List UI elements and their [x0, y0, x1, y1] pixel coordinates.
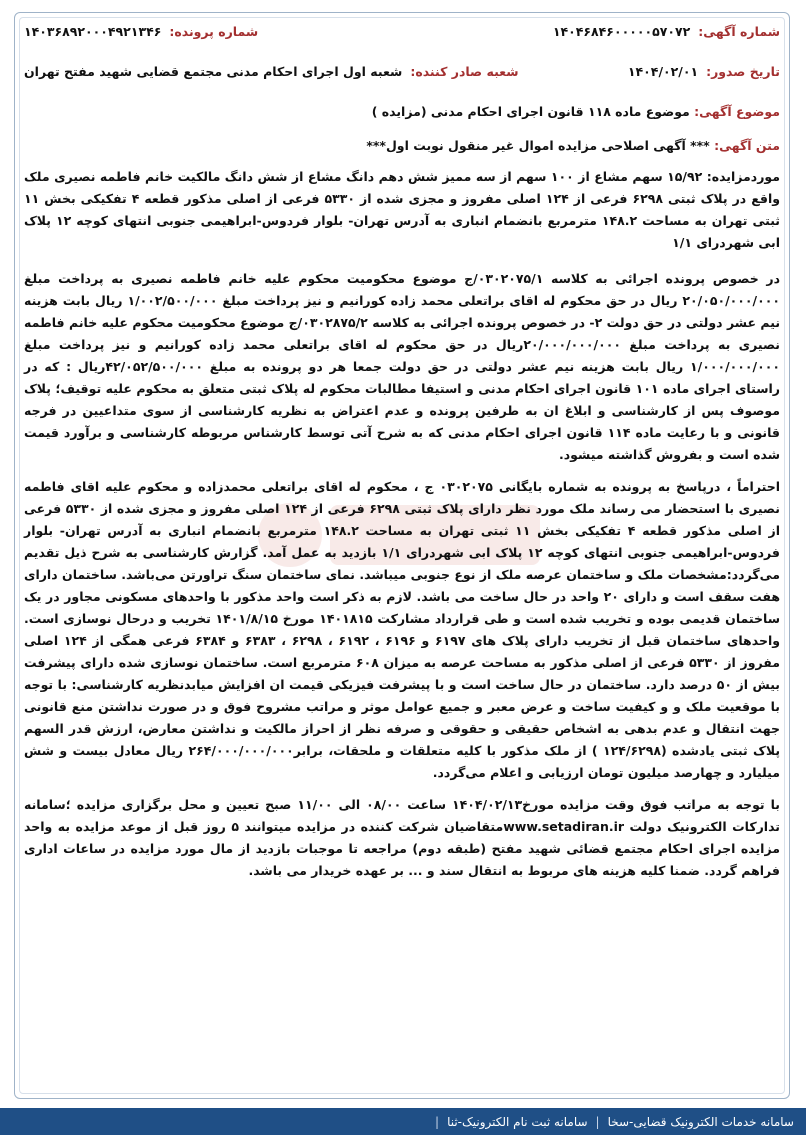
footer-link-sana[interactable]: سامانه ثبت نام الکترونیک-ثنا	[447, 1114, 588, 1129]
notice-number-field	[553, 24, 780, 39]
footer-separator-end: |	[435, 1114, 440, 1129]
issue-date-value: ۱۴۰۴/۰۲/۰۱	[627, 64, 699, 79]
auction-item-paragraph: موردمزایده: ۱۵/۹۲ سهم مشاع از ۱۰۰ سهم از سه ممیز شش دهم دانگ مشاع از شش دانگ مالکیت خانم فاطمه نصیری ملک واقع در پلاک ثبتی ۶۲۹۸ فرعی از ۱۲۴ اصلی مفروز و مجزی شده از ۵۳۳۰ فرعی از اصلی مذکور قطعه ۴ تفکیکی بخش ۱۱ ثبتی تهران به مساحت ۱۴۸.۲ مترمربع بانضمام انباری به آدرس تهران- بلوار فردوس-ابراهیمی جنوبی انتهای کوچه ۱۲ پلاک ابی شهردرای ۱/۱	[24, 169, 781, 250]
case-details-paragraph: در خصوص پرونده اجرائی به کلاسه ۰۳۰۲۰۷۵/۱/ج موضوع محکومیت محکوم علیه خانم فاطمه نصیری به پرداخت مبلغ ۲۰/۰۵۰/۰۰۰/۰۰۰ ریال در حق محکوم له اقای براتعلی محمد زاده کورانیم و نیز پرداخت مبلغ ۱/۰۰۲/۵۰۰/۰۰۰ ریال بابت هزینه نیم عشر دولتی در حق دولت ۲- در خصوص پرونده اجرائی به کلاسه ۰۳۰۲۸۷۵/۲/ج موضوع محکومیت محکوم علیه خانم فاطمه نصیری به پرداخت مبلغ ۲۰/۰۰۰/۰۰۰/۰۰۰ریال در حق محکوم له اقای براتعلی محمد زاده کورانیم و نیز پرداخت مبلغ ۱/۰۰۰/۰۰۰/۰۰۰ ریال بابت هزینه نیم عشر دولتی در حق دولت جمعا هر دو پرونده به مبلغ ۴۲/۰۵۲/۵۰۰/۰۰۰ریال : که در راستای اجرای ماده ۱۰۱ قانون اجرای احکام مدنی و استیفا مطالبات محکوم له پلاک ثبتی متعلق به محکوم علیه توقیف؛ پلاک موصوف پس از کارشناسی و ابلاغ ان به طرفین پرونده و عدم اعتراض به نظریه کارشناسی از سوی متداعیین در فرجه قانونی و با رعایت ماده ۱۱۴ قانون اجرای احکام مدنی که به شرح آتی توسط کارشناس مربوطه کارشناسی و برآورد قیمت شده است و بفروش گذاشته میشود.	[24, 271, 781, 462]
case-number-label: شماره پرونده:	[169, 24, 259, 39]
auction-schedule-text-1: با توجه به مراتب فوق وقت مزایده مورخ۱۴۰۴/۰۲/۱۳ ساعت ۰۸/۰۰ الی ۱۱/۰۰ صبح تعیین و محل برگزاری مزایده ؛سامانه تدارکات الکترونیک دولت	[24, 797, 780, 834]
header-row-1	[24, 24, 780, 44]
issue-date-label: تاریخ صدور:	[706, 64, 780, 79]
issuer-label: شعبه صادر کننده:	[410, 64, 519, 79]
setadiran-link[interactable]: www.setadiran.ir	[503, 819, 625, 834]
subject-row	[24, 104, 780, 124]
auction-schedule-text-2: متقاضیان شرکت کننده در مزایده میتوانند ۵ روز قبل از موعد مزایده به واحد مزایده اجرای احکام مجتمع قضائی شهید مفتح (طبقه دوم) مراجعه تا موجبات بازدید از مال مورد مزایده در ساعات اداری فراهم گردد. ضمنا کلیه هزینه های مربوط به انتقال سند و ... بر عهده خریدار می باشد.	[24, 819, 780, 878]
body-title-row	[24, 138, 780, 158]
notice-content	[24, 24, 780, 882]
body-title-value: *** آگهی اصلاحی مزایده اموال غیر منقول نوبت اول***	[366, 138, 710, 153]
case-number-field	[24, 24, 258, 39]
footer-link-sakha[interactable]: سامانه خدمات الکترونیک قضایی-سخا	[607, 1114, 794, 1129]
issue-date-field	[628, 64, 780, 79]
subject-label: موضوع آگهی:	[694, 104, 780, 119]
auction-schedule-paragraph	[24, 794, 780, 882]
issuer-field	[24, 64, 519, 79]
issuer-value: شعبه اول اجرای احکام مدنی مجتمع قضایی شهید مفتح تهران	[24, 64, 403, 79]
footer-separator: |	[595, 1114, 600, 1129]
header-row-2	[24, 64, 780, 84]
subject-value: موضوع ماده ۱۱۸ قانون اجرای احکام مدنی (مزایده )	[371, 104, 690, 119]
notice-number-value: ۱۴۰۴۶۸۴۶۰۰۰۰۰۵۷۰۷۲	[552, 24, 691, 39]
case-number-value: ۱۴۰۳۶۸۹۲۰۰۰۴۹۲۱۳۴۶	[24, 24, 162, 39]
expert-report-paragraph: احتراماً ، درپاسخ به پرونده به شماره بایگانی ۰۳۰۲۰۷۵ ج ، محکوم له اقای براتعلی محمدزاده و محکوم علیه اقای فاطمه نصیری با استحضار می رساند ملک مورد نظر دارای پلاک ثبتی ۶۲۹۸ فرعی از ۱۲۴ اصلی مفروز و مجزی شده از ۵۳۳۰ فرعی از اصلی مذکور قطعه ۴ تفکیکی بخش ۱۱ ثبتی تهران به مساحت ۱۴۸.۲ مترمربع بانضمام انباری به آدرس تهران- بلوار فردوس-ابراهیمی جنوبی انتهای کوچه ۱۲ پلاک ابی شهردرای ۱/۱ بازدید به عمل آمد. گزارش کارشناسی به شرح ذیل تقدیم می‌گردد:مشخصات ملک و ساختمان عرصه ملک از نوع جنوبی میباشد. نمای ساختمان سنگ تراورتن می‌باشد. ساختمان دارای هفت سقف است و دارای ۲۰ واحد در حال ساخت می باشد. لازم به ذکر است واحد مذکور با واحدهای مسکونی مجاور در یک ساختمان قدیمی بوده و تخریب شده است و طی قرارداد مشارکت ۱۴۰۱۸۱۵ مورخ ۱۴۰۱/۸/۱۵ تخریب و درحال نوسازی است. واحدهای ساختمان قبل از تخریب دارای پلاک های ۶۱۹۷ و ۶۱۹۶ ، ۶۱۹۲ ، ۶۲۹۸ ، ۶۳۸۳ و ۶۳۸۴ فرعی همگی از ۱۲۴ اصلی مفروز از ۵۳۳۰ فرعی از اصلی مذکور به مساحت عرصه به میزان ۶۰۸ مترمربع است. ساختمان نوسازی شده دارای پیشرفت بیش از ۵۰ درصد دارد. ساختمان در حال ساخت است و با پیشرفت فیزیکی قیمت ان افزایش میابدنظریه کارشناسی: با توجه با موقعیت ملک و و کیفیت ساخت و عرض معبر و جمیع عوامل موثر و مراتب مشروح فوق و در صورت نداشتن منع قانونی جهت انتقال و عدم بدهی به اشخاص حقیقی و حقوقی و صرفه نظر از احراز مالکیت و نداشتن معارض، ارزش قدر السهم پلاک ثبتی یادشده (۱۲۴/۶۲۹۸ ) از ملک مذکور با کلیه متعلقات و ملحقات، برابر۲۶۴/۰۰۰/۰۰۰/۰۰۰ ریال معادل بیست و شش میلیارد و چهارصد میلیون تومان ارزیابی و اعلام می‌گردد.	[24, 479, 781, 780]
notice-number-label: شماره آگهی:	[698, 24, 780, 39]
footer-bar	[0, 1108, 806, 1135]
body-title-label: متن آگهی:	[714, 138, 780, 153]
